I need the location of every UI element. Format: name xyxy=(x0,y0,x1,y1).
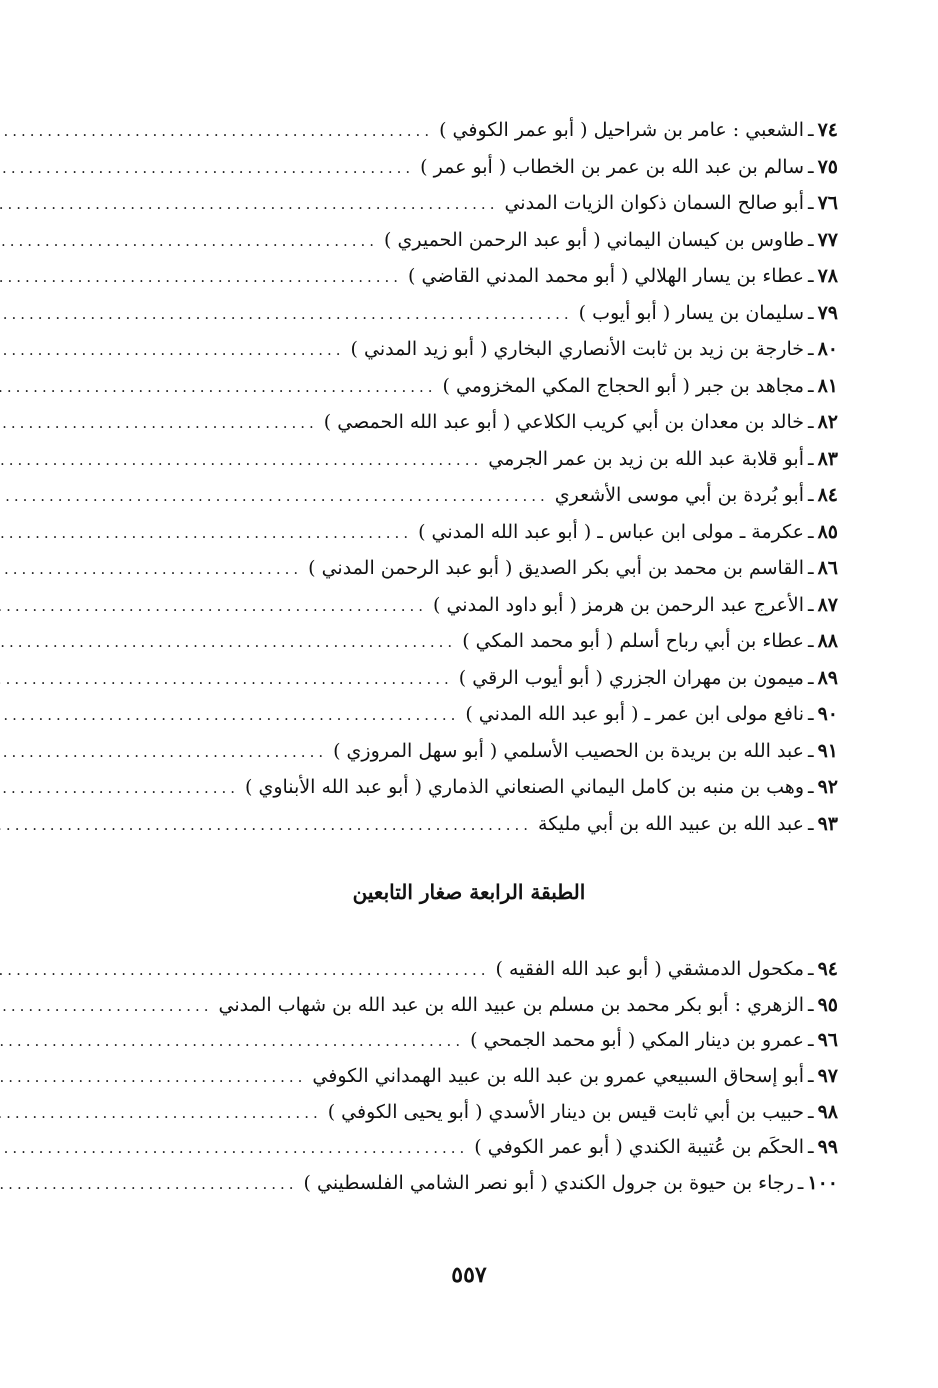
entry-dash: ـ xyxy=(808,1029,814,1052)
entry-number: ٩٥ xyxy=(817,993,838,1016)
entry-title: الحكَم بن عُتيبة الكندي ( أبو عمر الكوفي ) xyxy=(474,1136,804,1159)
entry-title: عمرو بن دينار المكي ( أبو محمد الجمحي ) xyxy=(470,1029,804,1052)
entry-dash: ـ xyxy=(808,484,814,506)
entry-title: عطاء بن يسار الهلالي ( أبو محمد المدني القاضي ) xyxy=(408,265,804,287)
entry-title: سليمان بن يسار ( أبو أيوب ) xyxy=(578,301,804,324)
entry-number: ٩٣ xyxy=(817,812,838,835)
entry-dash: ـ xyxy=(808,228,814,251)
entry-dash: ـ xyxy=(808,666,814,689)
entry-dash: ـ xyxy=(808,993,814,1016)
dot-leader xyxy=(0,953,496,989)
entry-title: حبيب بن أبي ثابت قيس بن دينار الأسدي ( أبو يحيى الكوفي ) xyxy=(327,1100,804,1123)
entry-number: ٧٦ xyxy=(817,192,838,214)
entry-number: ٩٢ xyxy=(817,776,838,798)
entry-title: طاوس بن كيسان اليماني ( أبو عبد الرحمن الحميري ) xyxy=(384,228,804,251)
entry-number: ٩٨ xyxy=(817,1100,838,1123)
dot-leader xyxy=(0,150,420,187)
entry-title: خالد بن معدان بن أبي كريب الكلاعي ( أبو عبد الله الحمصي ) xyxy=(323,411,804,433)
entry-title: مجاهد بن جبر ( أبو الحجاج المكي المخزومي ) xyxy=(442,374,804,397)
dot-leader xyxy=(0,223,384,260)
entry-number: ٧٨ xyxy=(817,265,838,287)
dot-leader xyxy=(0,551,308,588)
entry-dash: ـ xyxy=(808,1065,814,1088)
page-number: ٥٥٧ xyxy=(451,1262,487,1288)
toc-entry xyxy=(138,112,838,149)
dot-leader xyxy=(0,770,245,807)
dot-leader xyxy=(0,734,333,771)
entry-dash: ـ xyxy=(808,812,814,835)
dot-leader xyxy=(0,405,324,442)
entry-title: رجاء بن حيوة بن جرول الكندي ( أبو نصر الشامي الفلسطيني ) xyxy=(303,1172,794,1195)
toc-entry xyxy=(138,806,838,843)
dot-leader xyxy=(0,259,408,296)
entry-title: الزهري : أبو بكر محمد بن مسلم بن عبيد الله بن عبد الله بن شهاب المدني xyxy=(218,993,804,1016)
toc-entry xyxy=(138,1095,838,1131)
entry-title: عطاء بن أبي رباح أسلم ( أبو محمد المكي ) xyxy=(462,630,804,652)
dot-leader xyxy=(0,369,443,406)
entry-dash: ـ xyxy=(808,265,814,287)
toc-entry xyxy=(138,514,838,551)
dot-leader xyxy=(0,1131,474,1167)
entry-dash: ـ xyxy=(808,520,814,543)
dot-leader xyxy=(0,296,579,333)
toc-entry xyxy=(138,1166,838,1202)
toc-entry xyxy=(138,1130,838,1166)
dot-leader xyxy=(0,442,488,479)
entry-dash: ـ xyxy=(808,958,814,980)
entry-dash: ـ xyxy=(808,776,814,798)
dot-leader xyxy=(0,697,465,734)
entry-dash: ـ xyxy=(808,119,814,141)
dot-leader xyxy=(0,1060,312,1096)
entry-dash: ـ xyxy=(808,447,814,470)
toc-entry xyxy=(138,660,838,697)
dot-leader xyxy=(0,1096,328,1132)
entry-dash: ـ xyxy=(808,411,814,433)
toc-entry xyxy=(138,477,838,514)
toc-entry xyxy=(138,295,838,332)
entry-number: ٨٣ xyxy=(817,447,838,470)
entry-title: خارجة بن زيد بن ثابت الأنصاري البخاري ( أبو زيد المدني ) xyxy=(350,338,804,360)
dot-leader xyxy=(0,989,219,1025)
dot-leader xyxy=(0,186,504,223)
toc-entry xyxy=(138,331,838,368)
toc-entry xyxy=(138,769,838,806)
toc-entry xyxy=(138,441,838,478)
entry-number: ٧٩ xyxy=(817,301,838,324)
dot-leader xyxy=(0,113,439,150)
toc-list-third-tier xyxy=(138,112,838,842)
entry-title: ميمون بن مهران الجزري ( أبو أيوب الرقي ) xyxy=(458,666,804,689)
toc-entry xyxy=(138,550,838,587)
entry-number: ٩٩ xyxy=(817,1136,838,1159)
entry-title: القاسم بن محمد بن أبي بكر الصديق ( أبو عبد الرحمن المدني ) xyxy=(308,557,804,579)
dot-leader xyxy=(0,1167,304,1203)
toc-entry xyxy=(138,404,838,441)
entry-dash: ـ xyxy=(808,1136,814,1159)
entry-number: ٨٤ xyxy=(817,484,838,506)
entry-number: ٨١ xyxy=(817,374,838,397)
entry-dash: ـ xyxy=(808,593,814,616)
toc-entry xyxy=(138,623,838,660)
toc-entry xyxy=(138,368,838,405)
toc-entry xyxy=(138,587,838,624)
entry-dash: ـ xyxy=(797,1172,804,1195)
dot-leader xyxy=(0,588,433,625)
entry-title: الشعبي : عامر بن شراحيل ( أبو عمر الكوفي ) xyxy=(439,119,804,141)
entry-title: أبو بُردة بن أبي موسى الأشعري xyxy=(554,484,804,506)
entry-dash: ـ xyxy=(808,301,814,324)
entry-dash: ـ xyxy=(808,630,814,652)
entry-title: عبد الله بن عبيد الله بن أبي مليكة xyxy=(538,812,804,835)
entry-number: ٨٨ xyxy=(817,630,838,652)
entry-dash: ـ xyxy=(808,374,814,397)
entry-title: الأعرج عبد الرحمن بن هرمز ( أبو داود المدني ) xyxy=(433,593,804,616)
entry-number: ٧٤ xyxy=(817,119,838,141)
entry-dash: ـ xyxy=(808,703,814,725)
entry-number: ٨٥ xyxy=(817,520,838,543)
entry-dash: ـ xyxy=(808,557,814,579)
dot-leader xyxy=(0,807,538,844)
entry-dash: ـ xyxy=(808,192,814,214)
dot-leader xyxy=(0,624,462,661)
toc-entry xyxy=(138,1023,838,1059)
entry-title: سالم بن عبد الله بن عمر بن الخطاب ( أبو عمر ) xyxy=(420,155,804,178)
toc-entry xyxy=(138,988,838,1024)
toc-entry xyxy=(138,222,838,259)
entry-number: ٩٠ xyxy=(817,703,838,725)
entry-number: ٨٧ xyxy=(817,593,838,616)
entry-number: ٩٤ xyxy=(817,958,838,980)
section-heading: الطبقة الرابعة صغار التابعين xyxy=(352,880,586,904)
dot-leader xyxy=(0,515,418,552)
entry-number: ٩٧ xyxy=(817,1065,838,1088)
toc-entry xyxy=(138,149,838,186)
entry-title: عبد الله بن بريدة بن الحصيب الأسلمي ( أبو سهل المروزي ) xyxy=(333,739,804,762)
toc-entry xyxy=(138,258,838,295)
toc-list-fourth-tier xyxy=(138,952,838,1202)
entry-title: أبو قلابة عبد الله بن زيد بن عمر الجرمي xyxy=(488,447,804,470)
entry-dash: ـ xyxy=(808,739,814,762)
entry-title: عكرمة ـ مولى ابن عباس ـ ( أبو عبد الله المدني ) xyxy=(418,520,804,543)
entry-number: ٨٢ xyxy=(817,411,838,433)
dot-leader xyxy=(0,1024,470,1060)
entry-number: ٨٦ xyxy=(817,557,838,579)
dot-leader xyxy=(0,332,351,369)
entry-dash: ـ xyxy=(808,338,814,360)
dot-leader xyxy=(0,661,459,698)
toc-entry xyxy=(138,733,838,770)
entry-title: وهب بن منبه بن كامل اليماني الصنعاني الذماري ( أبو عبد الله الأبناوي ) xyxy=(245,776,804,798)
entry-number: ٧٥ xyxy=(817,155,838,178)
entry-title: أبو إسحاق السبيعي عمرو بن عبد الله بن عبيد الهمداني الكوفي xyxy=(312,1065,804,1088)
entry-dash: ـ xyxy=(808,155,814,178)
entry-number: ٨٠ xyxy=(817,338,838,360)
entry-dash: ـ xyxy=(808,1100,814,1123)
entry-title: مكحول الدمشقي ( أبو عبد الله الفقيه ) xyxy=(495,958,804,980)
toc-entry xyxy=(138,952,838,988)
entry-number: ٧٧ xyxy=(817,228,838,251)
entry-title: أبو صالح السمان ذكوان الزيات المدني xyxy=(504,192,804,214)
entry-title: نافع مولى ابن عمر ـ ( أبو عبد الله المدني ) xyxy=(465,703,804,725)
toc-entry xyxy=(138,185,838,222)
toc-entry xyxy=(138,696,838,733)
entry-number: ٩٦ xyxy=(817,1029,838,1052)
toc-entry xyxy=(138,1059,838,1095)
entry-number: ٩١ xyxy=(817,739,838,762)
dot-leader xyxy=(0,478,555,515)
entry-number: ١٠٠ xyxy=(807,1172,838,1195)
entry-number: ٨٩ xyxy=(817,666,838,689)
